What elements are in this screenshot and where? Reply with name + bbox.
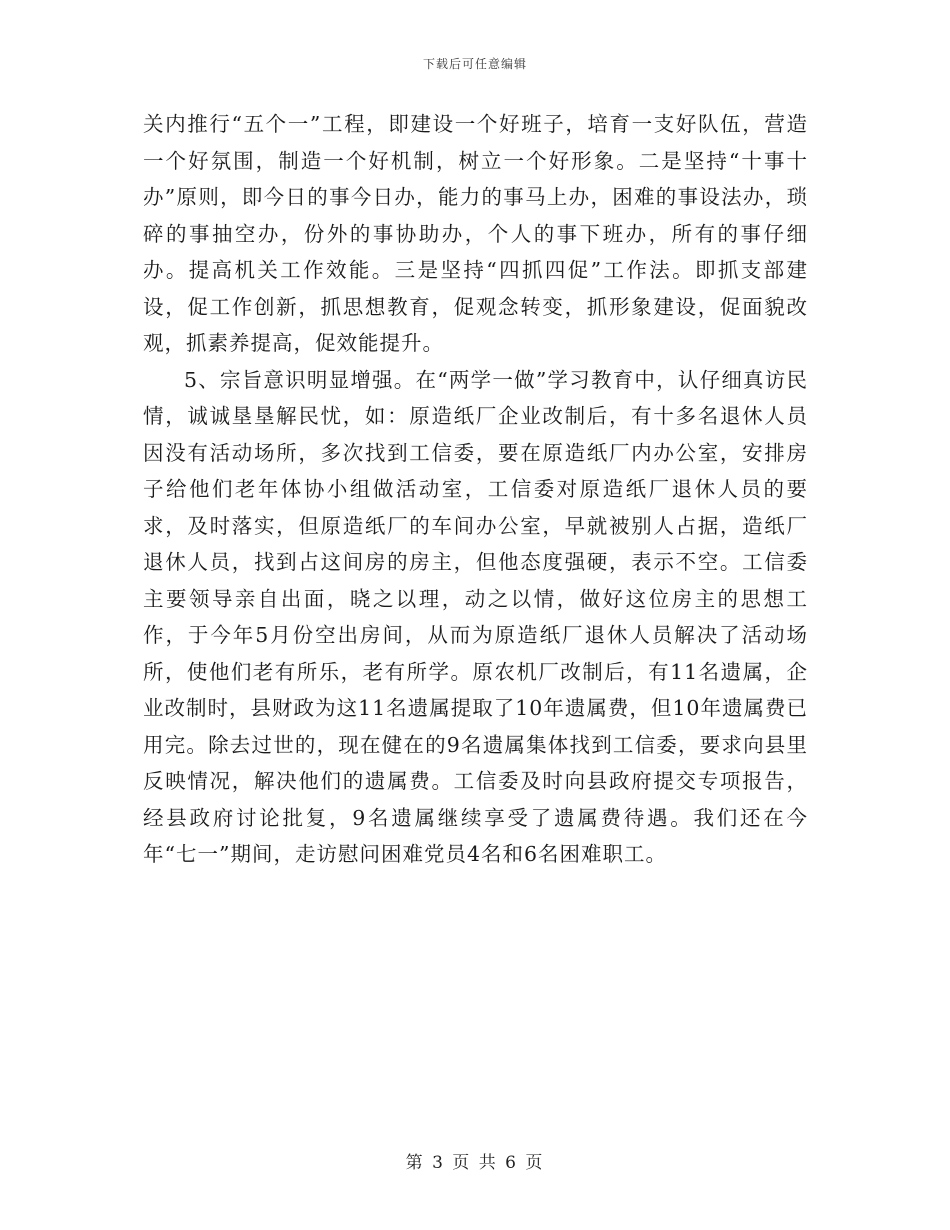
paragraph-continuation: 关内推行“五个一”工程，即建设一个好班子，培育一支好队伍，营造一个好氛围，制造一个好机制，树立一个好形象。二是坚持“十事十办”原则，即今日的事今日办，能力的事马上办，困难的事设法办，琐碎的事抽空办，份外的事协助办，个人的事下班办，所有的事仔细办。提高机关工作效能。三是坚持“四抓四促”工作法。即抓支部建设，促工作创新，抓思想教育，促观念转变，抓形象建设，促面貌改观，抓素养提高，促效能提升。 [143,112,808,355]
paragraph-purpose-awareness: 5、宗旨意识明显增强。在“两学一做”学习教育中，认仔细真访民情，诚诚垦垦解民忧，如：原造纸厂企业改制后，有十多名退休人员因没有活动场所，多次找到工信委，要在原造纸厂内办公室，安排房子给他们老年体协小组做活动室，工信委对原造纸厂退休人员的要求，及时落实，但原造纸厂的车间办公室，早就被别人占据，造纸厂退休人员，找到占这间房的房主，但他态度强硬，表示不空。工信委主要领导亲自出面，晓之以理，动之以情，做好这位房主的思想工作，于今年5月份空出房间，从而为原造纸厂退休人员解决了活动场所，使他们老有所乐，老有所学。原农机厂改制后，有11名遗属，企业改制时，县财政为这11名遗属提取了10年遗属费，但10年遗属费已用完。除去过世的，现在健在的9名遗属集体找到工信委，要求向县里反映情况，解决他们的遗属费。工信委及时向县政府提交专项报告，经县政府讨论批复，9名遗属继续享受了遗属费待遇。我们还在今年“七一”期间，走访慰问困难党员4名和6名困难职工。 [143,367,808,866]
page-number: 第 3 页 共 6 页 [405,1153,545,1173]
header-note: 下载后可任意编辑 [422,57,527,71]
document-body [143,106,808,873]
